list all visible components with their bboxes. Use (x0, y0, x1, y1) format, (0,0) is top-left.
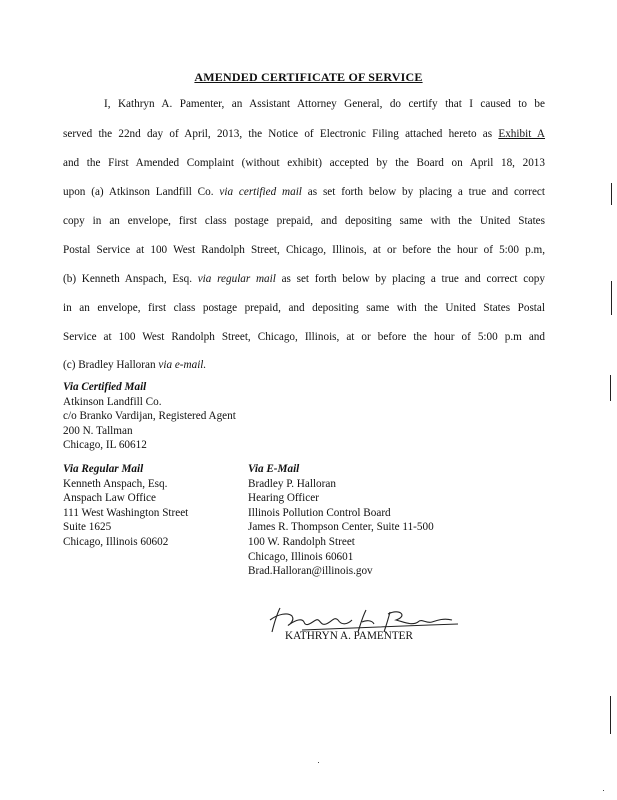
text-run: in an envelope, first class postage prepaid, and depositing same with the United States Postal (63, 302, 545, 314)
text-run: as set forth below by placing a true and correct copy (275, 273, 545, 285)
address-line: 100 W. Randolph Street (248, 535, 355, 548)
address-line: Suite 1625 (63, 521, 112, 534)
exhibit-reference: Exhibit A (498, 128, 546, 140)
text-run: copy in an envelope, first class postage prepaid, and depositing same with the United States (63, 215, 545, 227)
body-line (63, 128, 545, 140)
address-line: Kenneth Anspach, Esq. (63, 477, 168, 490)
certified-mail-block (63, 380, 236, 453)
text-run: (c) Bradley Halloran (63, 359, 159, 371)
certified-mail-heading: Via Certified Mail (63, 381, 147, 393)
email-address: Brad.Halloran@illinois.gov (248, 565, 373, 578)
address-line: Illinois Pollution Control Board (248, 506, 391, 519)
address-line: Chicago, Illinois 60602 (63, 535, 169, 548)
body-line (63, 186, 545, 198)
body-line (63, 215, 545, 227)
address-line: Hearing Officer (248, 492, 319, 505)
scan-margin-mark (610, 696, 611, 734)
address-line: c/o Branko Vardijan, Registered Agent (63, 410, 236, 423)
text-run: Service at 100 West Randolph Street, Chicago, Illinois, at or before the hour of 5:00 p.m and (63, 331, 545, 343)
address-line: James R. Thompson Center, Suite 11-500 (248, 521, 434, 534)
address-line: 200 N. Tallman (63, 424, 133, 437)
body-line (63, 331, 545, 343)
body-line (63, 244, 545, 256)
scan-margin-mark (611, 281, 612, 315)
scan-margin-mark (610, 375, 611, 401)
address-line: Chicago, IL 60612 (63, 439, 147, 452)
address-line: Bradley P. Halloran (248, 477, 336, 490)
text-run: via e-mail. (158, 359, 207, 371)
text-run: as set forth below by placing a true and correct (301, 186, 545, 198)
text-run: (b) Kenneth Anspach, Esq. (63, 273, 198, 285)
document-title: AMENDED CERTIFICATE OF SERVICE (194, 70, 423, 84)
scan-speck (603, 790, 604, 791)
text-run: and the First Amended Complaint (without exhibit) accepted by the Board on April 18, 2013 (63, 157, 545, 169)
address-line: 111 West Washington Street (63, 506, 189, 519)
body-line (63, 302, 545, 314)
body-line (63, 157, 545, 169)
regular-mail-block (63, 462, 188, 550)
regular-mail-heading: Via Regular Mail (63, 463, 144, 475)
text-run: via regular mail (197, 273, 276, 285)
text-run: upon (a) Atkinson Landfill Co. (63, 186, 220, 198)
signatory-name: KATHRYN A. PAMENTER (285, 630, 413, 642)
body-line (104, 98, 545, 110)
email-block (248, 462, 434, 579)
text-run: via certified mail (219, 186, 302, 198)
text-run: served the 22nd day of April, 2013, the Notice of Electronic Filing attached hereto as (63, 128, 499, 140)
body-line (63, 273, 545, 285)
scan-speck (318, 762, 319, 763)
address-line: Anspach Law Office (63, 492, 156, 505)
scan-margin-mark (611, 183, 612, 205)
address-line: Atkinson Landfill Co. (63, 395, 162, 408)
text-run: I, Kathryn A. Pamenter, an Assistant Attorney General, do certify that I caused to be (104, 98, 545, 110)
body-line (63, 359, 206, 371)
email-heading: Via E-Mail (248, 463, 300, 475)
address-line: Chicago, Illinois 60601 (248, 550, 354, 563)
text-run: Postal Service at 100 West Randolph Street, Chicago, Illinois, at or before the hour of 5:00 p.m, (63, 244, 545, 256)
